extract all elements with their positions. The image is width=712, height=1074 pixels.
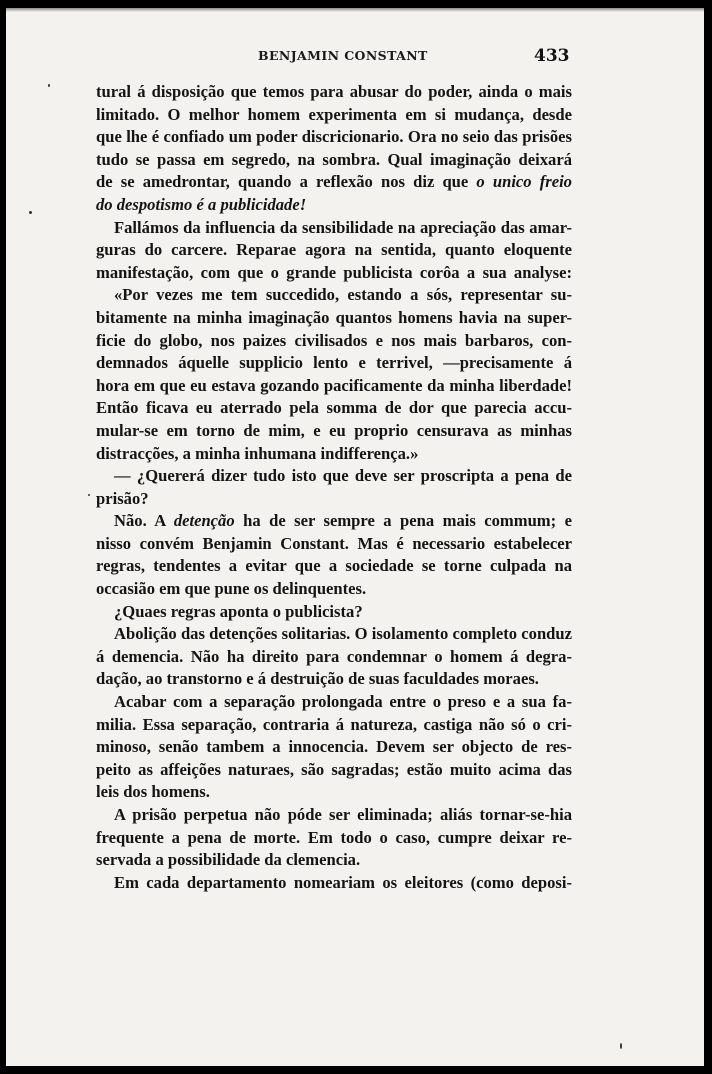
paragraph-first-line: A prisão perpetua não póde ser eliminada; aliás tornar-se-hia [114, 805, 572, 824]
text-run: Não. A [114, 511, 166, 531]
italic-run: detenção [173, 511, 235, 531]
text-line: á demencia. Não ha direito para condemnar o homem á degra- [96, 646, 572, 666]
text-line: tudo se passa em segredo, na sombra. Qual imaginação deixará [96, 149, 572, 169]
text-line: hora em que eu estava gozando pacificamente da minha liberdade! [96, 375, 572, 395]
page-edge-shadow [6, 8, 704, 12]
text-run: de se amedrontar, quando a reflexão nos diz que [96, 172, 469, 192]
ink-speck [88, 494, 90, 496]
page-number: 433 [534, 46, 570, 66]
text-line [96, 194, 572, 217]
text-line: nisso convém Benjamin Constant. Mas é necessario estabelecer [96, 533, 572, 553]
text-line: guras do carcere. Reparae agora na sentida, quanto eloquente [96, 240, 572, 260]
quote-first-line: «Por vezes me tem succedido, estando a sós, representar su- [114, 285, 572, 305]
paragraph-first-line: Em cada departamento nomeariam os eleitores (como deposi- [114, 872, 572, 892]
running-title: BENJAMIN CONSTANT [258, 48, 428, 63]
body-text [96, 81, 572, 894]
text-line: bitamente na minha imaginação quantos homens havia na super- [96, 307, 572, 327]
text-line: prisão? [96, 488, 149, 508]
text-line: peito as affeições naturaes, são sagradas; estão muito acima das [96, 759, 572, 779]
text-line: milia. Essa separação, contraria á natureza, castiga não só o cri- [96, 714, 572, 734]
text-line: dação, ao transtorno e á destruição de suas faculdades moraes. [96, 669, 539, 689]
paragraph-first-line [96, 510, 572, 533]
running-head [6, 46, 704, 66]
text-line: ficie do globo, nos paizes civilisados e nos mais barbaros, con- [96, 330, 572, 350]
paragraph-first-line: ¿Quaes regras aponta o publicista? [114, 601, 363, 621]
book-page [6, 8, 704, 1066]
text-line: que lhe é confiado um poder discricionario. Ora no seio das prisões [96, 127, 572, 147]
ink-speck [29, 211, 32, 214]
italic-run: do despotismo é a publicidade! [96, 194, 307, 214]
paragraph-first-line: Abolição das detenções solitarias. O isolamento completo conduz [114, 624, 572, 644]
text-line: tural á disposição que temos para abusar do poder, ainda o mais [96, 82, 572, 101]
text-run: ha de ser sempre a pena mais commum; e [243, 511, 572, 531]
text-line: demnados áquelle supplicio lento e terrivel, —precisamente á [96, 353, 572, 373]
ink-speck [48, 84, 50, 87]
text-line: manifestação, com que o grande publicista corôa a sua analyse: [96, 262, 572, 282]
text-line: distracções, a minha inhumana indifferença.» [96, 443, 419, 463]
text-line: servada a possibilidade da clemencia. [96, 850, 361, 870]
text-line: Então ficava eu aterrado pela somma de dor que parecia accu- [96, 398, 572, 418]
italic-run: o unico freio [476, 172, 572, 192]
paragraph-first-line: Acabar com a separação prolongada entre o preso e a sua fa- [114, 692, 572, 712]
paragraph-first-line: Fallámos da influencia da sensibilidade na apreciação das amar- [114, 217, 572, 237]
text-line [96, 171, 572, 194]
ink-speck [620, 1043, 622, 1049]
text-line: mular-se em torno de mim, e eu proprio censurava as minhas [96, 420, 572, 440]
text-line: occasião em que pune os delinquentes. [96, 579, 367, 599]
paragraph-first-line: — ¿Quererá dizer tudo isto que deve ser proscripta a pena de [114, 466, 572, 486]
text-line: frequente a pena de morte. Em todo o caso, cumpre deixar re- [96, 827, 572, 847]
text-line: minoso, senão tambem a innocencia. Devem ser objecto de res- [96, 737, 572, 757]
text-line: leis dos homens. [96, 782, 210, 802]
text-line: regras, tendentes a evitar que a sociedade se torne culpada na [96, 556, 572, 576]
text-line: limitado. O melhor homem experimenta em si mudança, desde [96, 104, 572, 124]
